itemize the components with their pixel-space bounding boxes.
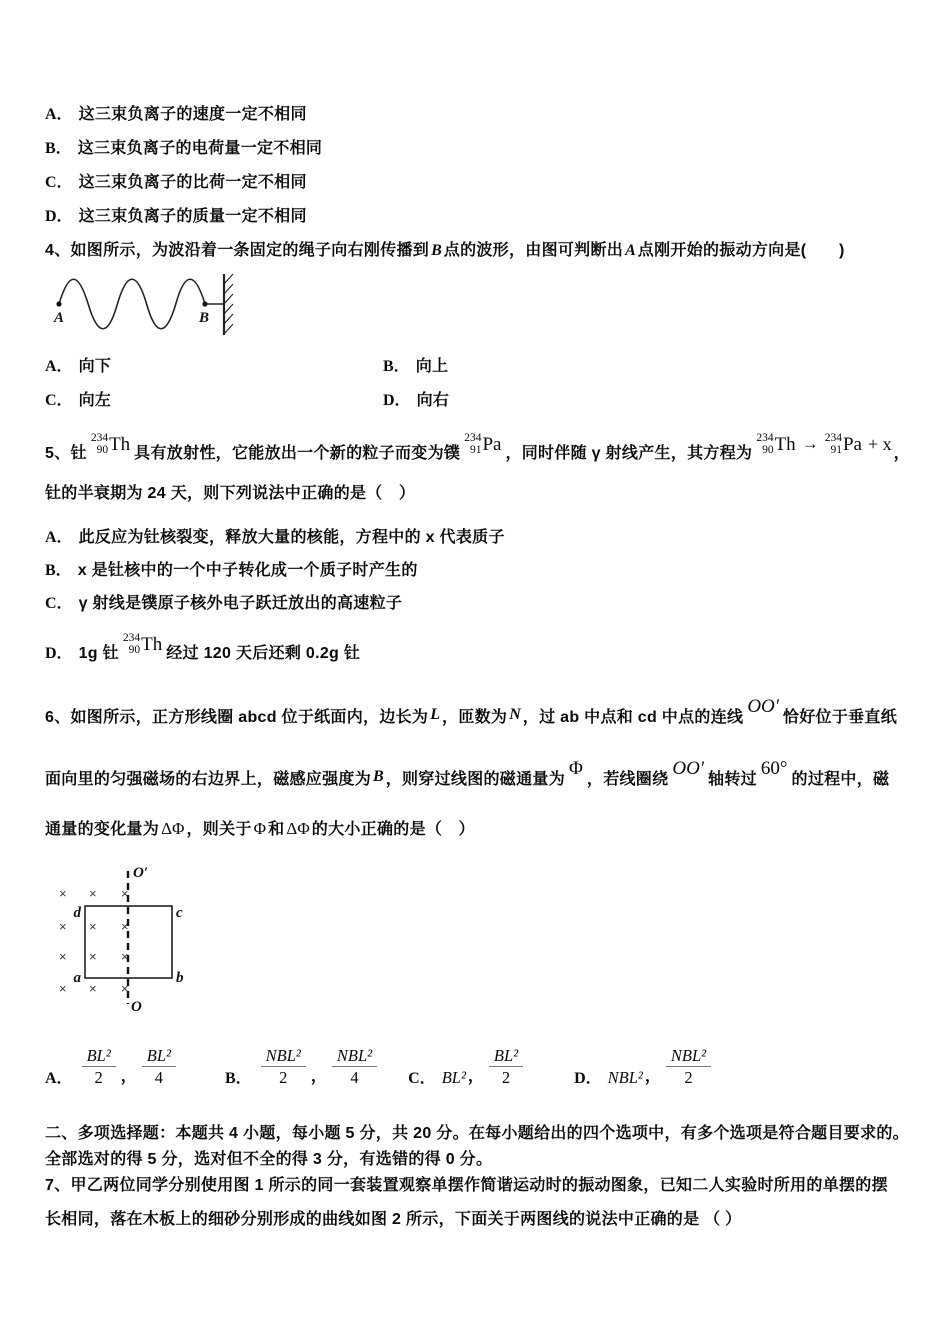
numerator: NBL² (261, 1047, 306, 1067)
stem-text: ，若线圈绕 (586, 770, 669, 788)
element-symbol: Th (774, 433, 796, 455)
fraction (82, 1047, 116, 1086)
option-label: C． (45, 392, 73, 409)
option-text: 向下 (78, 358, 112, 375)
option-label: A． (45, 106, 73, 123)
reaction-arrow: → (801, 434, 819, 453)
fraction (489, 1047, 523, 1086)
separator: ， (644, 1067, 661, 1085)
option-label: D． (383, 392, 411, 409)
q5-option-a (45, 528, 912, 548)
option-label: A． (45, 1069, 73, 1087)
denominator: 2 (279, 1067, 288, 1087)
element-symbol: Pa (482, 433, 502, 455)
q6-stem-line1 (45, 694, 912, 736)
svg-text:×: × (121, 886, 129, 901)
atomic-number: 90 (762, 444, 774, 456)
nuclide-th-234-90 (123, 632, 162, 656)
denominator: 2 (501, 1067, 511, 1087)
q6-option-d (574, 1047, 714, 1086)
q6-options-row (45, 1038, 912, 1094)
option-text: 经过 120 天后还剩 0.2g 钍 (166, 644, 361, 662)
mass-number: 234 (756, 432, 774, 444)
label-a: a (73, 970, 81, 986)
stem-text: ， (893, 444, 910, 462)
stem-text: 4、如图所示，为波沿着一条固定的绳子向右刚传播到 (45, 242, 430, 259)
option-label: C． (45, 595, 73, 612)
label-a: A (54, 310, 65, 326)
option-label: D． (45, 644, 73, 662)
q4-option-d (383, 391, 912, 411)
option-text: 此反应为钍核裂变，释放大量的核能，方程中的 x 代表质子 (78, 529, 505, 546)
plain-expression: NBL² (607, 1067, 643, 1087)
stem-text: 点刚开始的振动方向是( ) (637, 242, 845, 259)
q5-stem-line2: 钍的半衰期为 24 天，则下列说法中正确的是（ ） (45, 485, 416, 502)
label-c: c (176, 905, 183, 921)
option-text: 1g 钍 (78, 644, 119, 662)
svg-text:×: × (121, 949, 129, 964)
numerator: BL² (489, 1047, 523, 1067)
stem-text: ，则关于 (186, 821, 252, 838)
option-text: 向左 (78, 392, 112, 409)
separator: ， (310, 1067, 327, 1085)
label-o: O (131, 999, 142, 1013)
option-label: B． (45, 562, 72, 579)
option-label: D． (45, 208, 73, 225)
option-label: B． (45, 140, 72, 157)
separator: ， (467, 1067, 484, 1085)
element-symbol: Th (109, 433, 131, 455)
wall-hatching (224, 274, 233, 334)
svg-text:×: × (59, 919, 67, 934)
atomic-number: 90 (96, 444, 109, 456)
stem-text: 具有放射性，它能放出一个新的粒子而变为镤 (134, 444, 461, 462)
q3-option-b (45, 139, 912, 159)
delta-phi-symbol: ΔΦ (161, 819, 185, 838)
point-b-symbol: B (431, 242, 442, 259)
field-cross-marks (59, 886, 129, 996)
option-text: 向上 (415, 358, 449, 375)
plain-expression: BL² (441, 1067, 466, 1087)
angle-60deg: 60° (760, 758, 788, 779)
wave-curve (59, 279, 205, 329)
stem-text: 恰好位于垂直纸 (782, 708, 898, 726)
stem-text: 的大小正确的是（ ） (311, 821, 475, 838)
option-label: C． (408, 1069, 436, 1087)
q5-option-d (45, 626, 912, 676)
stem-text: 轴转过 (708, 770, 757, 788)
phi-symbol: Φ (253, 819, 267, 838)
separator: ， (120, 1067, 137, 1085)
point-a-symbol: A (625, 242, 636, 259)
equation-nuclide-pa (825, 432, 862, 456)
svg-text:×: × (59, 981, 67, 996)
label-b: B (199, 310, 210, 326)
nuclide-th-234-90 (91, 432, 130, 456)
nuclide-pa-234-91 (464, 432, 501, 456)
numerator: BL² (142, 1047, 176, 1067)
fraction (666, 1047, 711, 1086)
option-text: 向右 (416, 392, 450, 409)
mass-number: 234 (90, 432, 109, 444)
q3-option-a (45, 105, 912, 125)
option-label: B． (224, 1069, 252, 1087)
svg-text:×: × (89, 981, 97, 996)
option-text: 这三束负离子的电荷量一定不相同 (77, 140, 323, 157)
stem-text: 点的波形，由图可判断出 (443, 242, 624, 259)
q7-stem-line2: 长相同，落在木板上的细砂分别形成的曲线如图 2 所示，下面关于两图线的说法中正确的是 （ ） (45, 1211, 742, 1228)
option-text: x 是钍核中的一个中子转化成一个质子时产生的 (77, 562, 418, 579)
delta-phi-symbol: ΔΦ (286, 819, 310, 838)
q6-option-c (408, 1047, 526, 1086)
numerator: NBL² (666, 1047, 711, 1067)
q6-stem-line3 (45, 816, 912, 838)
mass-number: 234 (824, 432, 842, 444)
q3-option-c (45, 173, 912, 193)
option-label: C． (45, 174, 73, 191)
q5-stem-line1 (45, 426, 912, 476)
q4-option-b (383, 357, 912, 377)
q5-option-c (45, 594, 912, 614)
plus-x-term: + x (867, 433, 892, 454)
stem-text: 的过程中，磁 (791, 770, 890, 788)
option-label: B． (383, 358, 410, 375)
stem-text: 通量的变化量为 (45, 821, 160, 838)
svg-text:×: × (59, 886, 67, 901)
svg-text:×: × (89, 949, 97, 964)
stem-text: 和 (268, 821, 285, 838)
q4-option-c (45, 391, 383, 411)
mass-number: 234 (464, 432, 482, 444)
denominator: 4 (154, 1067, 163, 1087)
denominator: 2 (684, 1067, 693, 1087)
axis-oo-symbol: OO′ (747, 696, 779, 717)
svg-text:×: × (89, 919, 97, 934)
q6-coil-figure (45, 863, 245, 1013)
q7-stem-line1: 7、甲乙两位同学分别使用图 1 所示的同一套装置观察单摆作简谐运动时的振动图象，已知二人实验时所用的单摆的摆 (45, 1177, 888, 1194)
q4-option-a (45, 357, 383, 377)
stem-text: ，过 ab 中点和 cd 中点的连线 (522, 708, 744, 726)
section2-header-line2: 全部选对的得 5 分，选对但不全的得 3 分，有选错的得 0 分。 (45, 1151, 493, 1168)
numerator: NBL² (332, 1047, 377, 1067)
atomic-number: 90 (128, 644, 141, 656)
stem-text: 6、如图所示，正方形线圈 abcd 位于纸面内，边长为 (45, 708, 429, 726)
atomic-number: 91 (469, 444, 482, 456)
q3-option-d (45, 207, 912, 227)
fraction (261, 1047, 306, 1086)
q6-stem-line2 (45, 756, 912, 798)
option-label: D． (574, 1069, 602, 1087)
fraction (332, 1047, 377, 1086)
svg-text:×: × (121, 919, 129, 934)
svg-text:×: × (89, 886, 97, 901)
side-length-symbol: L (430, 706, 441, 723)
denominator: 2 (94, 1067, 103, 1087)
stem-text: ，匝数为 (442, 708, 508, 726)
stem-text: 面向里的匀强磁场的右边界上，磁感应强度为 (45, 770, 372, 788)
option-text: 这三束负离子的质量一定不相同 (78, 208, 307, 225)
q5-option-b (45, 561, 912, 581)
turns-symbol: N (509, 706, 521, 723)
equation-nuclide-th (756, 432, 795, 456)
option-label: A． (45, 358, 73, 375)
stem-text: 5、钍 (45, 444, 87, 462)
flux-phi-symbol: Φ (569, 758, 583, 779)
section2-header-line1: 二、多项选择题：本题共 4 小题，每小题 5 分，共 20 分。在每小题给出的四个选项中，有多个选项是符合题目要求的。 (45, 1125, 909, 1142)
q4-wave-figure (47, 271, 287, 346)
fraction (142, 1047, 176, 1086)
q4-stem (45, 241, 912, 261)
q6-option-b (225, 1047, 380, 1086)
stem-text: ，同时伴随 γ 射线产生，其方程为 (505, 444, 753, 462)
label-d: d (73, 905, 81, 921)
mass-number: 234 (122, 632, 141, 644)
field-b-symbol: B (373, 768, 384, 785)
axis-oo-symbol: OO′ (672, 758, 705, 779)
svg-text:×: × (121, 981, 129, 996)
atomic-number: 91 (830, 444, 842, 456)
q4-options (45, 357, 912, 411)
stem-text: ，则穿过线图的磁通量为 (385, 770, 565, 788)
q6-option-a (45, 1047, 179, 1086)
option-label: A． (45, 529, 73, 546)
element-symbol: Th (141, 633, 163, 655)
option-text: 这三束负离子的比荷一定不相同 (78, 174, 307, 191)
numerator: BL² (82, 1047, 116, 1067)
point-a-dot (56, 301, 61, 306)
option-text: 这三束负离子的速度一定不相同 (78, 106, 307, 123)
option-text: γ 射线是镤原子核外电子跃迁放出的高速粒子 (78, 595, 403, 612)
element-symbol: Pa (842, 433, 862, 455)
denominator: 4 (350, 1067, 359, 1087)
svg-text:×: × (59, 949, 67, 964)
label-o-prime: O′ (133, 865, 149, 881)
label-b: b (176, 970, 184, 986)
